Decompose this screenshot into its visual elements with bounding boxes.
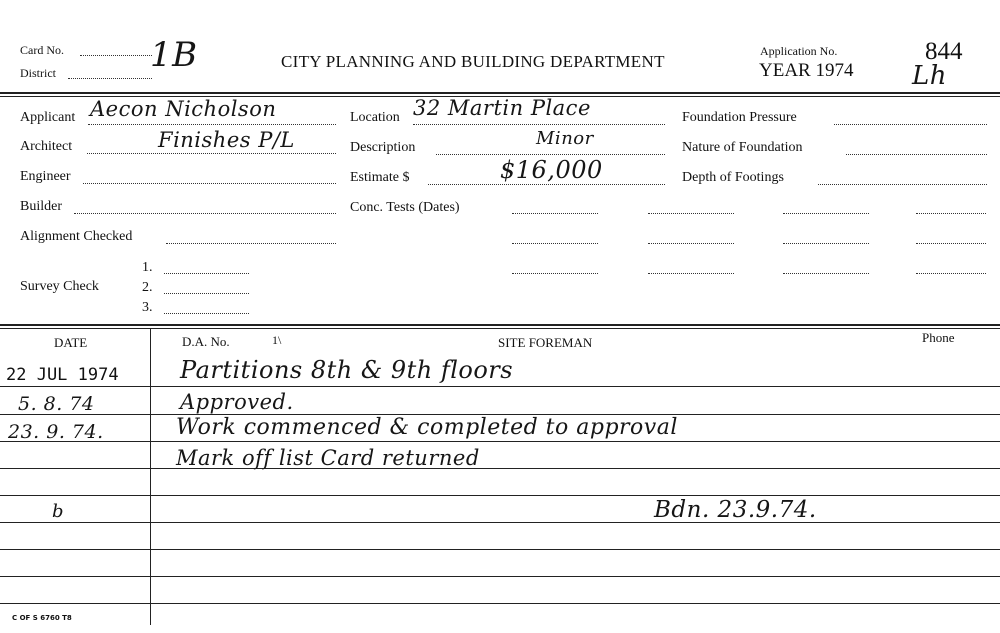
applicant-value: Aecon Nicholson [90,97,277,121]
phone-header: Phone [922,330,955,345]
row-2-date: 5. 8. 74 [18,393,95,415]
table-row-rule [0,576,1000,577]
conc-line [783,243,869,244]
depth-of-footings-label: Depth of Footings [682,170,784,185]
header-rule [0,92,1000,94]
survey-num-2: 2. [142,280,153,295]
row-1-date: 22 JUL 1974 [6,365,119,385]
district-line [68,78,152,79]
location-line [413,124,665,125]
description-line [436,154,665,155]
row-3-text: Work commenced & completed to approval [176,415,678,440]
engineer-line [83,183,336,184]
nature-of-foundation-label: Nature of Foundation [682,140,803,155]
architect-label: Architect [20,139,73,154]
da-no-mark: 1\ [272,333,282,347]
year-handwritten-mark: Lh [912,61,948,91]
builder-label: Builder [20,199,62,214]
architect-value: Finishes P/L [158,128,295,152]
application-no-label: Application No. [760,44,838,58]
applicant-label: Applicant [20,110,76,125]
estimate-line [428,184,665,185]
date-header: DATE [54,335,88,350]
builder-line [74,213,336,214]
conc-tests-label: Conc. Tests (Dates) [350,200,460,215]
year-label: YEAR 1974 [759,60,854,81]
location-value: 32 Martin Place [413,96,591,120]
conc-line [648,273,734,274]
location-label: Location [350,110,400,125]
survey-num-3: 3. [142,300,153,315]
department-title: CITY PLANNING AND BUILDING DEPARTMENT [281,52,665,71]
row-3-date: 23. 9. 74. [8,421,104,443]
signature-date: Bdn. 23.9.74. [654,497,817,523]
nature-of-foundation-line [846,154,987,155]
row-1-text: Partitions 8th & 9th floors [180,356,514,384]
conc-line [512,243,598,244]
district-label: District [20,66,56,80]
depth-of-footings-line [818,184,987,185]
conc-line [916,213,986,214]
conc-line [512,213,598,214]
conc-line [648,213,734,214]
table-row-rule [0,386,1000,387]
card-no-line [80,55,152,56]
survey-num-1: 1. [142,260,153,275]
date-column-divider [150,329,151,625]
conc-line [783,273,869,274]
table-row-rule [0,603,1000,604]
card-no-label: Card No. [20,43,64,57]
table-row-rule [0,468,1000,469]
description-value: Minor [536,128,594,149]
row-4-text: Mark off list Card returned [176,446,480,470]
row-2-text: Approved. [180,390,294,414]
estimate-value: $16,000 [500,156,603,184]
conc-line [783,213,869,214]
applicant-line [88,124,336,125]
foundation-pressure-label: Foundation Pressure [682,110,797,125]
alignment-line [166,243,336,244]
conc-line [512,273,598,274]
engineer-label: Engineer [20,169,71,184]
foundation-pressure-line [834,124,987,125]
table-row-rule [0,549,1000,550]
form-code: C OF S 6760 T8 [12,614,72,622]
card-no-value: 1B [150,35,198,75]
estimate-label: Estimate $ [350,170,410,185]
survey-line-1 [164,273,249,274]
da-no-header: D.A. No. [182,334,230,349]
site-foreman-header: SITE FOREMAN [498,335,593,350]
stray-mark: b [52,501,65,522]
description-label: Description [350,140,416,155]
architect-line [87,153,336,154]
table-row-rule [0,522,1000,523]
table-row-rule [0,495,1000,496]
application-no-value: 844 [925,38,963,65]
survey-line-3 [164,313,249,314]
survey-line-2 [164,293,249,294]
table-row-rule [0,441,1000,442]
conc-line [648,243,734,244]
conc-line [916,273,986,274]
table-top-rule [0,324,1000,326]
alignment-checked-label: Alignment Checked [20,229,133,244]
conc-line [916,243,986,244]
survey-check-label: Survey Check [20,279,99,294]
